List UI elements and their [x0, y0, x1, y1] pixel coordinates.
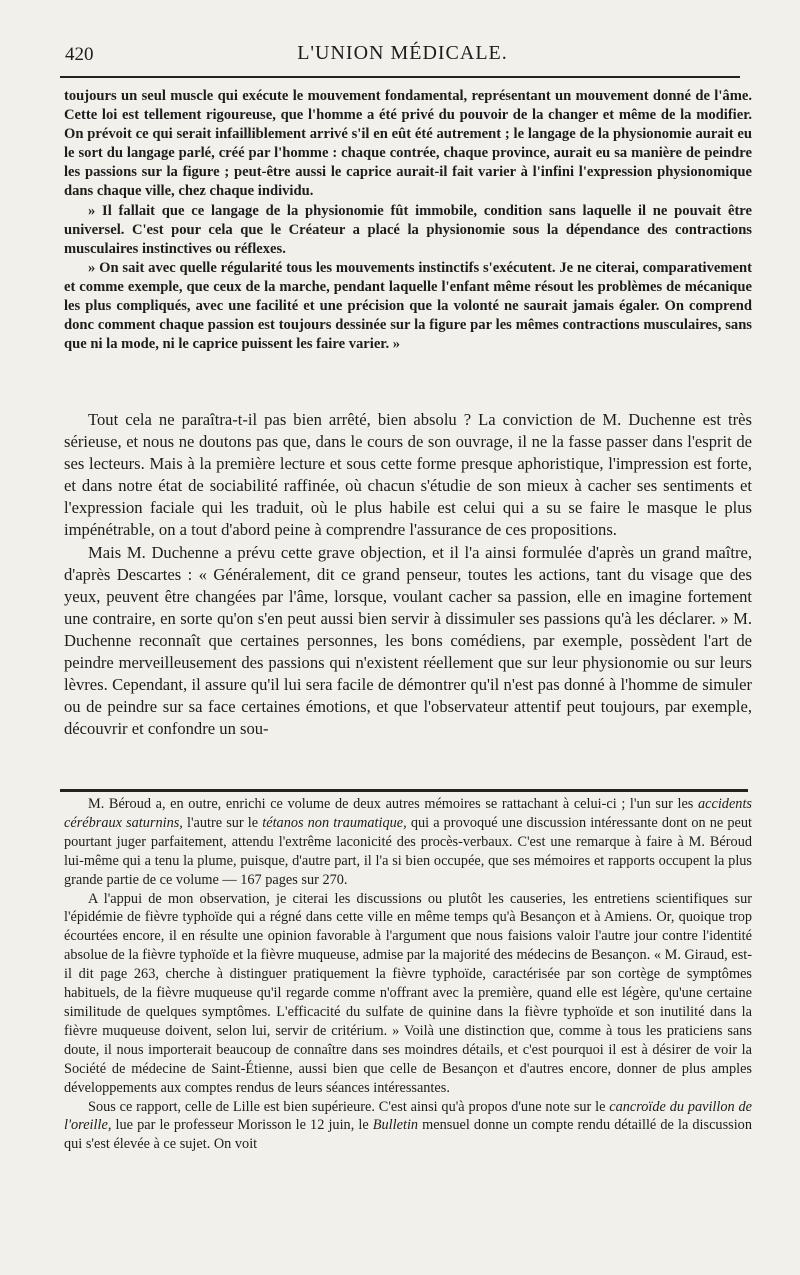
italic-title: accidents cérébraux saturnins,: [64, 796, 752, 831]
page-header: [65, 42, 740, 72]
quotation-block: [64, 87, 752, 354]
footnote-paragraph-3: [64, 1098, 752, 1155]
body-paragraph-2: Mais M. Duchenne a prévu cette grave objection, et il l'a ainsi formulée d'après un grand maître, d'après Descartes : « Généralement, dit ce grand penseur, toutes les actions, tant du visage que des yeux, peuvent être changées par l'âme, lorsque, voulant cacher sa passion, elle en imagine fortement une contraire, en sorte qu'on s'en peut aussi bien servir à dissimuler ses passions qu'à les déclarer. » M. Duchenne reconnaît que certaines personnes, les bons comédiens, par exemple, possèdent l'art de peindre merveilleusement des passions qui n'existent réellement que sur leur physionomie ou sur leurs lèvres. Cependant, il assure qu'il lui sera facile de démontrer qu'il n'est pas donné à l'homme de simuler ou de peindre sur sa face certaines émotions, et que l'observateur attentif peut toujours, par exemple, découvrir et confondre un sou-: [64, 542, 752, 739]
main-text: [64, 409, 752, 740]
footnote-text: Sous ce rapport, celle de Lille est bien supérieure. C'est ainsi qu'à propos d'une note sur le: [88, 1098, 610, 1115]
quote-paragraph-2: » Il fallait que ce langage de la physionomie fût immobile, condition sans laquelle il ne pouvait être universel. C'est pour cela que le Créateur a placé la physionomie sous la dépendance des contractions musculaires instinctives ou réflexes.: [64, 202, 752, 257]
italic-title: Bulletin: [372, 1117, 419, 1134]
footnote-text: mensuel donne un compte rendu détaillé de la discussion qui s'est élevée à ce sujet. On voit: [64, 1117, 752, 1153]
footnote-text: M. Béroud a, en outre, enrichi ce volume de deux autres mémoires se rattachant à celui-ci ; l'un sur les: [88, 796, 698, 812]
header-rule: [60, 76, 740, 78]
body-paragraph-1: Tout cela ne paraîtra-t-il pas bien arrêté, bien absolu ? La conviction de M. Duchenne est très sérieuse, et nous ne doutons pas que, dans le cours de son ouvrage, il ne la fasse passer dans l'esprit de ses lecteurs. Mais à la première lecture et sous cette forme presque aphoristique, l'impression est forte, et dans notre état de sociabilité raffinée, où chacun s'étudie de son mieux à cacher ses sentiments et l'expression faciale qui les traduit, où le plus habile est celui qui a su se faire le masque le plus impénétrable, on a tout d'abord peine à comprendre l'assurance de ces propositions.: [64, 410, 752, 540]
footnote-paragraph-1: [64, 795, 752, 890]
footnote-text: lue par le professeur Morisson le 12 juin, le: [111, 1117, 373, 1134]
quote-paragraph-3: » On sait avec quelle régularité tous les mouvements instinctifs s'exécutent. Je ne citerai, comparativement et comme exemple, que ceux de la marche, pendant laquelle l'enfant même résout les problèmes de mécanique les plus compliqués, avec une facilité et une précision que la volonté ne saurait jamais égaler. On comprend donc comment chaque passion est toujours dessinée sur la figure par les mêmes contractions musculaires, sans que ni la mode, ni le caprice puissent les faire varier. »: [64, 259, 752, 353]
italic-title: tétanos non traumatique,: [262, 814, 407, 831]
running-title: L'UNION MÉDICALE.: [297, 42, 508, 64]
footnote-block: [64, 795, 752, 1154]
page-number: 420: [65, 44, 94, 65]
footnote-text: l'autre sur le: [182, 814, 263, 831]
footnote-text: qui a provoqué une discussion intéressante dont on ne peut pourtant juger parfaitement, attendu l'extrême laconicité des procès-verbaux. C'est une remarque à faire à M. Béroud lui-même qui a tenu la plume, puisque, d'autre part, il l'a si bien occupée, que ses mémoires et rapports occupent la plus grande partie de ce volume — 167 pages sur 270.: [64, 814, 752, 888]
footnote-rule: [60, 789, 748, 792]
quote-paragraph-1: toujours un seul muscle qui exécute le mouvement fondamental, représentant un mouvement donné de l'âme. Cette loi est tellement rigoureuse, que l'homme a été privé du pouvoir de la changer et même de la modifier. On prévoit ce qui serait infailliblement arrivé s'il en eût été autrement ; le langage de la physionomie aurait eu le sort du langage parlé, créé par l'homme : chaque contrée, chaque province, aurait eu sa manière de peindre les passions sur la figure ; peut-être aussi le caprice aurait-il fait varier à l'infini l'expression physionomique dans chaque ville, chez chaque individu.: [64, 88, 752, 200]
italic-title: cancroïde du pavillon de l'oreille,: [64, 1098, 752, 1134]
footnote-paragraph-2: A l'appui de mon observation, je citerai les discussions ou plutôt les causeries, les entretiens scientifiques sur l'épidémie de fièvre typhoïde qui a régné dans cette ville en même temps qu'à Besançon et à Amiens. Or, quoique trop écourtées encore, il en résulte une opinion favorable à l'argument que nous faisions valoir l'autre jour contre l'identité absolue de la fièvre typhoïde et la fièvre muqueuse, admise par la majorité des médecins de Besançon. « M. Giraud, est-il dit page 263, cherche à distinguer pratiquement la fièvre typhoïde, caractérisée par son cortège de symptômes habituels, de la fièvre muqueuse qu'il regarde comme n'offrant avec la première, quand elle est légère, qu'une certaine similitude de quelques symptômes. L'efficacité du sulfate de quinine dans la fièvre typhoïde et son inutilité dans la fièvre muqueuse doivent, selon lui, servir de critérium. » Voilà une distinction que, comme à tous les praticiens sans doute, il nous importerait beaucoup de connaître dans ses moindres détails, et c'est pourquoi il est à désirer de voir la Société de médecine de Saint-Étienne, aussi bien que celle de Besançon et d'autres encore, donner de plus amples développements aux comptes rendus de leurs séances intéressantes.: [64, 890, 752, 1096]
